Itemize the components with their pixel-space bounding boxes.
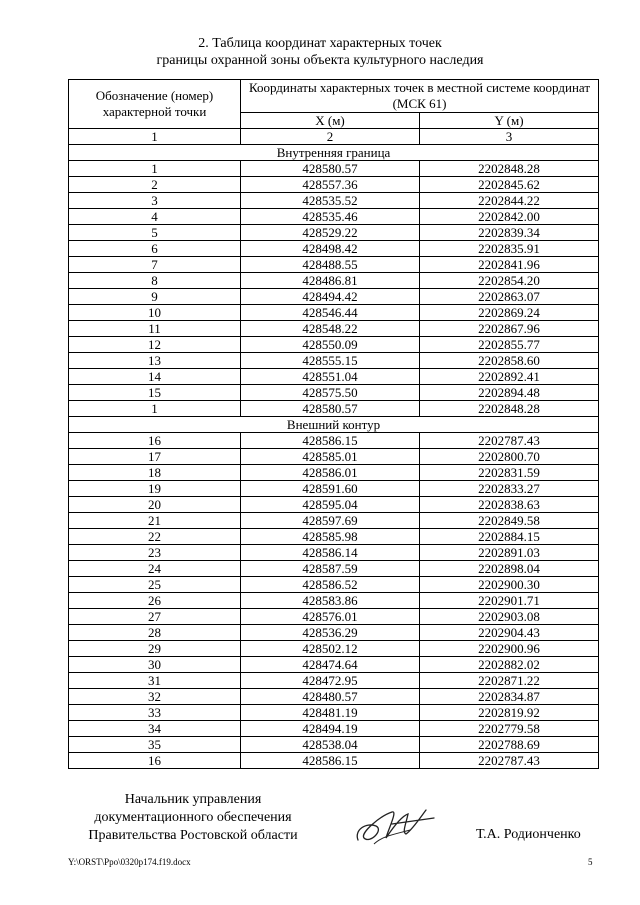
table-row	[69, 753, 599, 769]
y-coordinate-cell: 2202831.59	[420, 465, 599, 481]
point-number-cell: 31	[69, 673, 241, 689]
table-row	[69, 625, 599, 641]
table-row	[69, 545, 599, 561]
table-row	[69, 641, 599, 657]
table-row	[69, 241, 599, 257]
table-row	[69, 577, 599, 593]
x-coordinate-cell: 428557.36	[241, 177, 420, 193]
x-coordinate-cell: 428498.42	[241, 241, 420, 257]
x-coordinate-cell: 428535.52	[241, 193, 420, 209]
table-row	[69, 465, 599, 481]
x-coordinate-cell: 428538.04	[241, 737, 420, 753]
x-coordinate-cell: 428580.57	[241, 161, 420, 177]
x-coordinate-cell: 428586.15	[241, 753, 420, 769]
table-row	[69, 193, 599, 209]
point-number-cell: 23	[69, 545, 241, 561]
x-coordinate-cell: 428586.52	[241, 577, 420, 593]
x-coordinate-cell: 428550.09	[241, 337, 420, 353]
point-number-cell: 28	[69, 625, 241, 641]
point-number-cell: 4	[69, 209, 241, 225]
point-number-cell: 30	[69, 657, 241, 673]
signature-position	[68, 791, 318, 845]
position-line-2: документационного обеспечения	[94, 810, 292, 825]
point-number-cell: 21	[69, 513, 241, 529]
x-coordinate-cell: 428595.04	[241, 497, 420, 513]
point-number-cell: 19	[69, 481, 241, 497]
table-row	[69, 321, 599, 337]
x-coordinate-cell: 428576.01	[241, 609, 420, 625]
x-coordinate-cell: 428586.14	[241, 545, 420, 561]
table-row	[69, 737, 599, 753]
coordinates-table	[68, 79, 599, 769]
x-coordinate-cell: 428587.59	[241, 561, 420, 577]
table-row	[69, 273, 599, 289]
table-row	[69, 593, 599, 609]
point-number-cell: 17	[69, 449, 241, 465]
x-coordinate-cell: 428575.50	[241, 385, 420, 401]
point-number-cell: 16	[69, 753, 241, 769]
x-coordinate-cell: 428529.22	[241, 225, 420, 241]
table-row	[69, 705, 599, 721]
header-row-main	[69, 80, 599, 113]
x-coordinate-cell: 428586.15	[241, 433, 420, 449]
x-coordinate-cell: 428597.69	[241, 513, 420, 529]
y-coordinate-cell: 2202867.96	[420, 321, 599, 337]
x-coordinate-cell: 428555.15	[241, 353, 420, 369]
table-row	[69, 385, 599, 401]
x-coordinate-cell: 428486.81	[241, 273, 420, 289]
y-coordinate-cell: 2202892.41	[420, 369, 599, 385]
table-row	[69, 529, 599, 545]
y-coordinate-cell: 2202845.62	[420, 177, 599, 193]
point-number-cell: 8	[69, 273, 241, 289]
y-coordinate-cell: 2202854.20	[420, 273, 599, 289]
x-coordinate-cell: 428551.04	[241, 369, 420, 385]
point-number-cell: 16	[69, 433, 241, 449]
point-number-cell: 9	[69, 289, 241, 305]
signer-name: Т.А. Родионченко	[476, 827, 581, 842]
y-coordinate-cell: 2202848.28	[420, 401, 599, 417]
y-coordinate-cell: 2202819.92	[420, 705, 599, 721]
table-row	[69, 305, 599, 321]
point-number-cell: 29	[69, 641, 241, 657]
y-coordinate-cell: 2202871.22	[420, 673, 599, 689]
x-coordinate-cell: 428546.44	[241, 305, 420, 321]
x-coordinate-cell: 428586.01	[241, 465, 420, 481]
x-coordinate-cell: 428580.57	[241, 401, 420, 417]
section-header-row	[69, 145, 599, 161]
y-coordinate-cell: 2202884.15	[420, 529, 599, 545]
y-coordinate-cell: 2202833.27	[420, 481, 599, 497]
x-coordinate-cell: 428494.42	[241, 289, 420, 305]
x-coordinate-cell: 428585.01	[241, 449, 420, 465]
y-coordinate-cell: 2202900.96	[420, 641, 599, 657]
y-coordinate-cell: 2202901.71	[420, 593, 599, 609]
y-coordinate-cell: 2202834.87	[420, 689, 599, 705]
table-row	[69, 353, 599, 369]
footer-page-number: 5	[588, 857, 593, 867]
point-number-cell: 2	[69, 177, 241, 193]
table-row	[69, 657, 599, 673]
table-row	[69, 177, 599, 193]
y-coordinate-cell: 2202787.43	[420, 433, 599, 449]
point-number-cell: 24	[69, 561, 241, 577]
point-number-cell: 20	[69, 497, 241, 513]
x-coordinate-cell: 428591.60	[241, 481, 420, 497]
section-label: Внешний контур	[69, 417, 599, 433]
table-row	[69, 209, 599, 225]
header-coordinates: Координаты характерных точек в местной системе координат (МСК 61)	[241, 80, 599, 113]
position-line-3: Правительства Ростовской области	[88, 828, 298, 843]
table-row	[69, 449, 599, 465]
point-number-cell: 1	[69, 161, 241, 177]
table-row	[69, 673, 599, 689]
x-coordinate-cell: 428472.95	[241, 673, 420, 689]
y-coordinate-cell: 2202869.24	[420, 305, 599, 321]
y-coordinate-cell: 2202842.00	[420, 209, 599, 225]
table-row	[69, 337, 599, 353]
table-row	[69, 289, 599, 305]
position-line-1: Начальник управления	[124, 792, 262, 807]
x-coordinate-cell: 428502.12	[241, 641, 420, 657]
x-coordinate-cell: 428488.55	[241, 257, 420, 273]
y-coordinate-cell: 2202787.43	[420, 753, 599, 769]
y-coordinate-cell: 2202788.69	[420, 737, 599, 753]
y-coordinate-cell: 2202835.91	[420, 241, 599, 257]
point-number-cell: 35	[69, 737, 241, 753]
table-row	[69, 689, 599, 705]
col-number-2: 2	[241, 129, 420, 145]
x-coordinate-cell: 428585.98	[241, 529, 420, 545]
point-number-cell: 25	[69, 577, 241, 593]
table-row	[69, 561, 599, 577]
point-number-cell: 1	[69, 401, 241, 417]
point-number-cell: 3	[69, 193, 241, 209]
table-row	[69, 257, 599, 273]
table-row	[69, 369, 599, 385]
table-title-line-1: 2. Таблица координат характерных точек	[198, 36, 442, 51]
col-number-1: 1	[69, 129, 241, 145]
x-coordinate-cell: 428548.22	[241, 321, 420, 337]
x-coordinate-cell: 428536.29	[241, 625, 420, 641]
point-number-cell: 27	[69, 609, 241, 625]
header-x: X (м)	[241, 113, 420, 129]
point-number-cell: 22	[69, 529, 241, 545]
x-coordinate-cell: 428583.86	[241, 593, 420, 609]
y-coordinate-cell: 2202779.58	[420, 721, 599, 737]
y-coordinate-cell: 2202800.70	[420, 449, 599, 465]
point-number-cell: 33	[69, 705, 241, 721]
table-row	[69, 513, 599, 529]
point-number-cell: 13	[69, 353, 241, 369]
point-number-cell: 14	[69, 369, 241, 385]
y-coordinate-cell: 2202894.48	[420, 385, 599, 401]
point-number-cell: 7	[69, 257, 241, 273]
point-number-cell: 32	[69, 689, 241, 705]
header-y: Y (м)	[420, 113, 599, 129]
x-coordinate-cell: 428535.46	[241, 209, 420, 225]
point-number-cell: 18	[69, 465, 241, 481]
table-row	[69, 497, 599, 513]
y-coordinate-cell: 2202849.58	[420, 513, 599, 529]
y-coordinate-cell: 2202838.63	[420, 497, 599, 513]
point-number-cell: 12	[69, 337, 241, 353]
y-coordinate-cell: 2202863.07	[420, 289, 599, 305]
point-number-cell: 26	[69, 593, 241, 609]
x-coordinate-cell: 428481.19	[241, 705, 420, 721]
table-row	[69, 225, 599, 241]
y-coordinate-cell: 2202891.03	[420, 545, 599, 561]
y-coordinate-cell: 2202900.30	[420, 577, 599, 593]
y-coordinate-cell: 2202903.08	[420, 609, 599, 625]
point-number-cell: 34	[69, 721, 241, 737]
header-row-numbers	[69, 129, 599, 145]
y-coordinate-cell: 2202898.04	[420, 561, 599, 577]
y-coordinate-cell: 2202839.34	[420, 225, 599, 241]
section-label: Внутренняя граница	[69, 145, 599, 161]
y-coordinate-cell: 2202882.02	[420, 657, 599, 673]
y-coordinate-cell: 2202848.28	[420, 161, 599, 177]
y-coordinate-cell: 2202841.96	[420, 257, 599, 273]
footer-file-path: Y:\ORST\Ppo\0320p174.f19.docx	[68, 857, 191, 867]
point-number-cell: 11	[69, 321, 241, 337]
table-row	[69, 481, 599, 497]
header-point-designation: Обозначение (номер) характерной точки	[69, 80, 241, 129]
y-coordinate-cell: 2202844.22	[420, 193, 599, 209]
y-coordinate-cell: 2202904.43	[420, 625, 599, 641]
handwritten-signature	[352, 800, 442, 850]
section-header-row	[69, 417, 599, 433]
table-row	[69, 401, 599, 417]
table-row	[69, 161, 599, 177]
x-coordinate-cell: 428480.57	[241, 689, 420, 705]
point-number-cell: 5	[69, 225, 241, 241]
table-row	[69, 433, 599, 449]
col-number-3: 3	[420, 129, 599, 145]
point-number-cell: 15	[69, 385, 241, 401]
x-coordinate-cell: 428474.64	[241, 657, 420, 673]
table-row	[69, 721, 599, 737]
y-coordinate-cell: 2202855.77	[420, 337, 599, 353]
x-coordinate-cell: 428494.19	[241, 721, 420, 737]
point-number-cell: 10	[69, 305, 241, 321]
table-row	[69, 609, 599, 625]
table-title-line-2: границы охранной зоны объекта культурного наследия	[156, 53, 484, 68]
y-coordinate-cell: 2202858.60	[420, 353, 599, 369]
point-number-cell: 6	[69, 241, 241, 257]
